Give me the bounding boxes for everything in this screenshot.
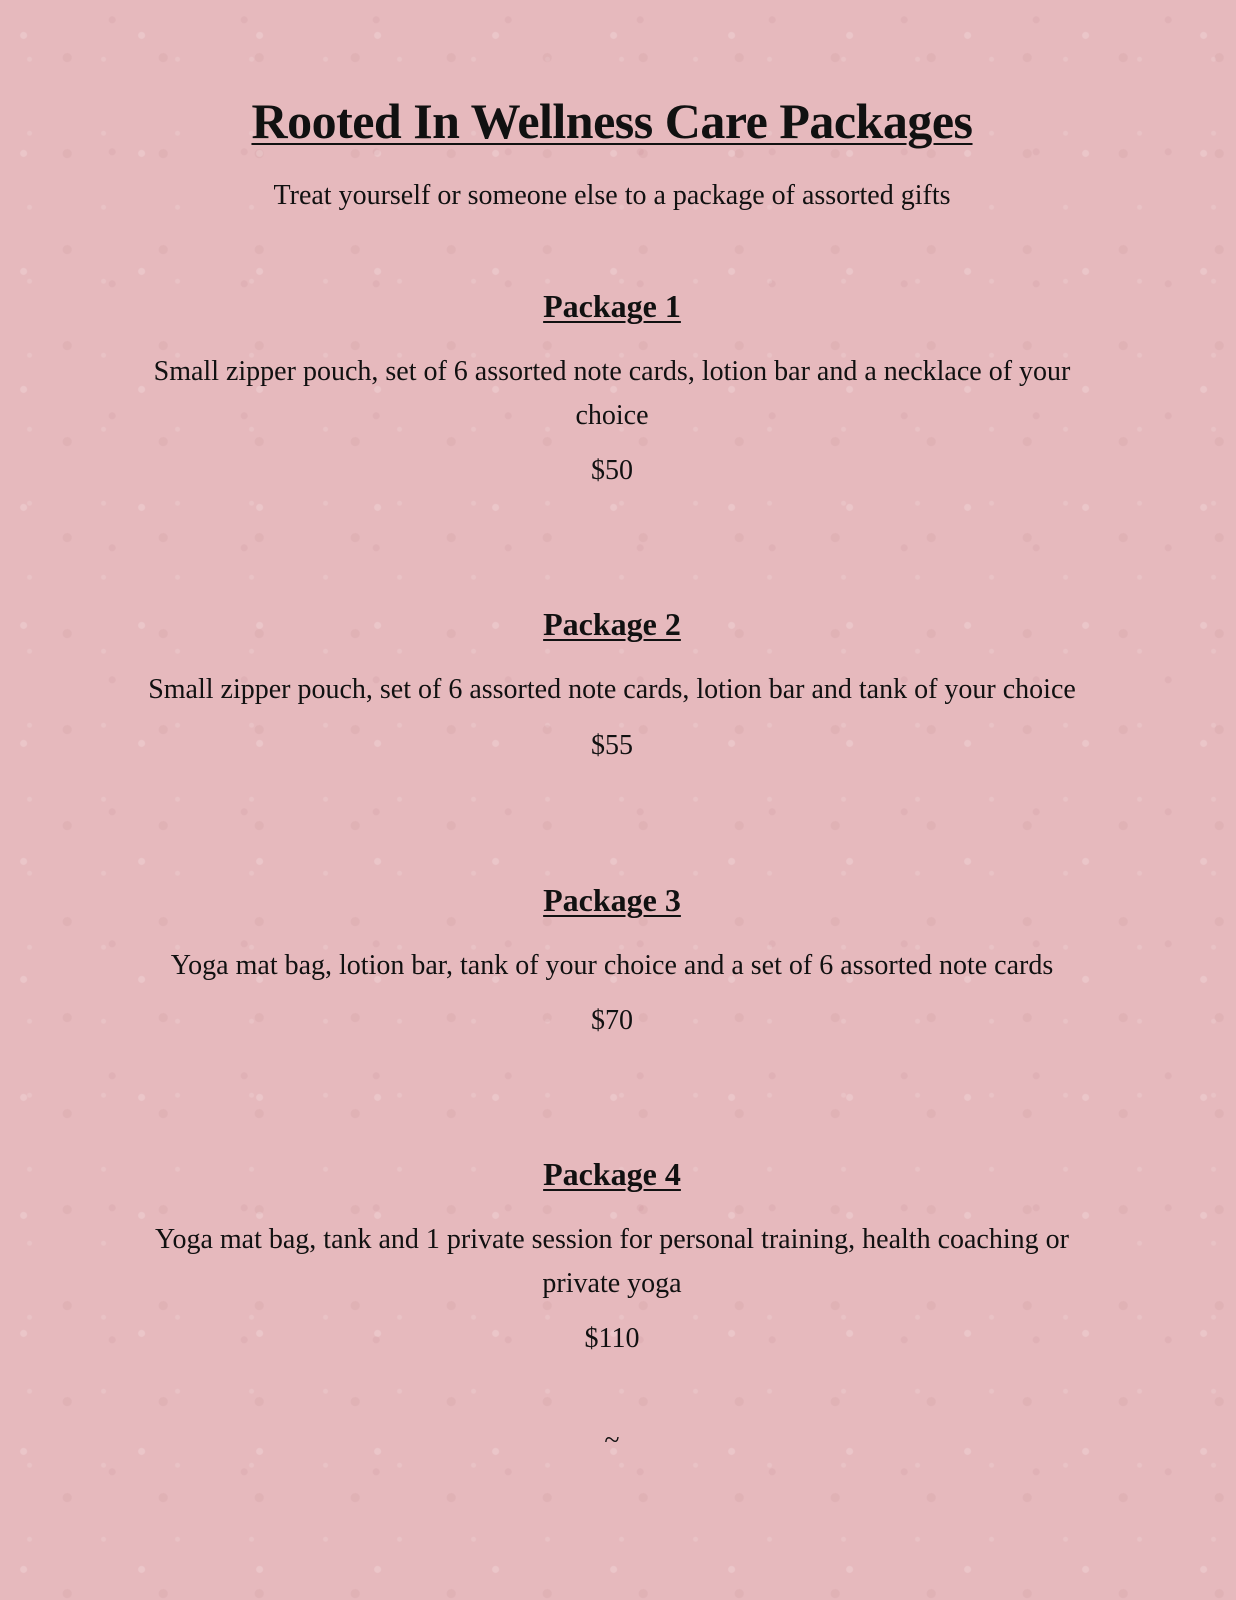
package-heading: Package 2 [543, 606, 681, 642]
package-heading: Package 4 [543, 1156, 681, 1192]
package-description-line: Yoga mat bag, tank and 1 private session for personal training, health coaching or [155, 1224, 1069, 1255]
package-heading: Package 1 [543, 288, 681, 324]
package-price: $70 [591, 1005, 633, 1036]
closing-mark: ~ [604, 1425, 620, 1456]
package-description-line: Yoga mat bag, lotion bar, tank of your choice and a set of 6 assorted note cards [170, 950, 1054, 981]
package-price: $55 [591, 730, 633, 761]
page-title: Rooted In Wellness Care Packages [251, 93, 973, 149]
package-description-line: private yoga [542, 1268, 682, 1299]
package-description-line: Small zipper pouch, set of 6 assorted note cards, lotion bar and a necklace of your [153, 356, 1071, 387]
package-heading: Package 3 [543, 882, 681, 918]
package-description-line: Small zipper pouch, set of 6 assorted note cards, lotion bar and tank of your choice [148, 674, 1076, 705]
page-subtitle: Treat yourself or someone else to a package of assorted gifts [273, 180, 951, 211]
package-price: $50 [591, 455, 633, 486]
package-description-line: choice [575, 400, 649, 431]
package-price: $110 [584, 1323, 640, 1354]
